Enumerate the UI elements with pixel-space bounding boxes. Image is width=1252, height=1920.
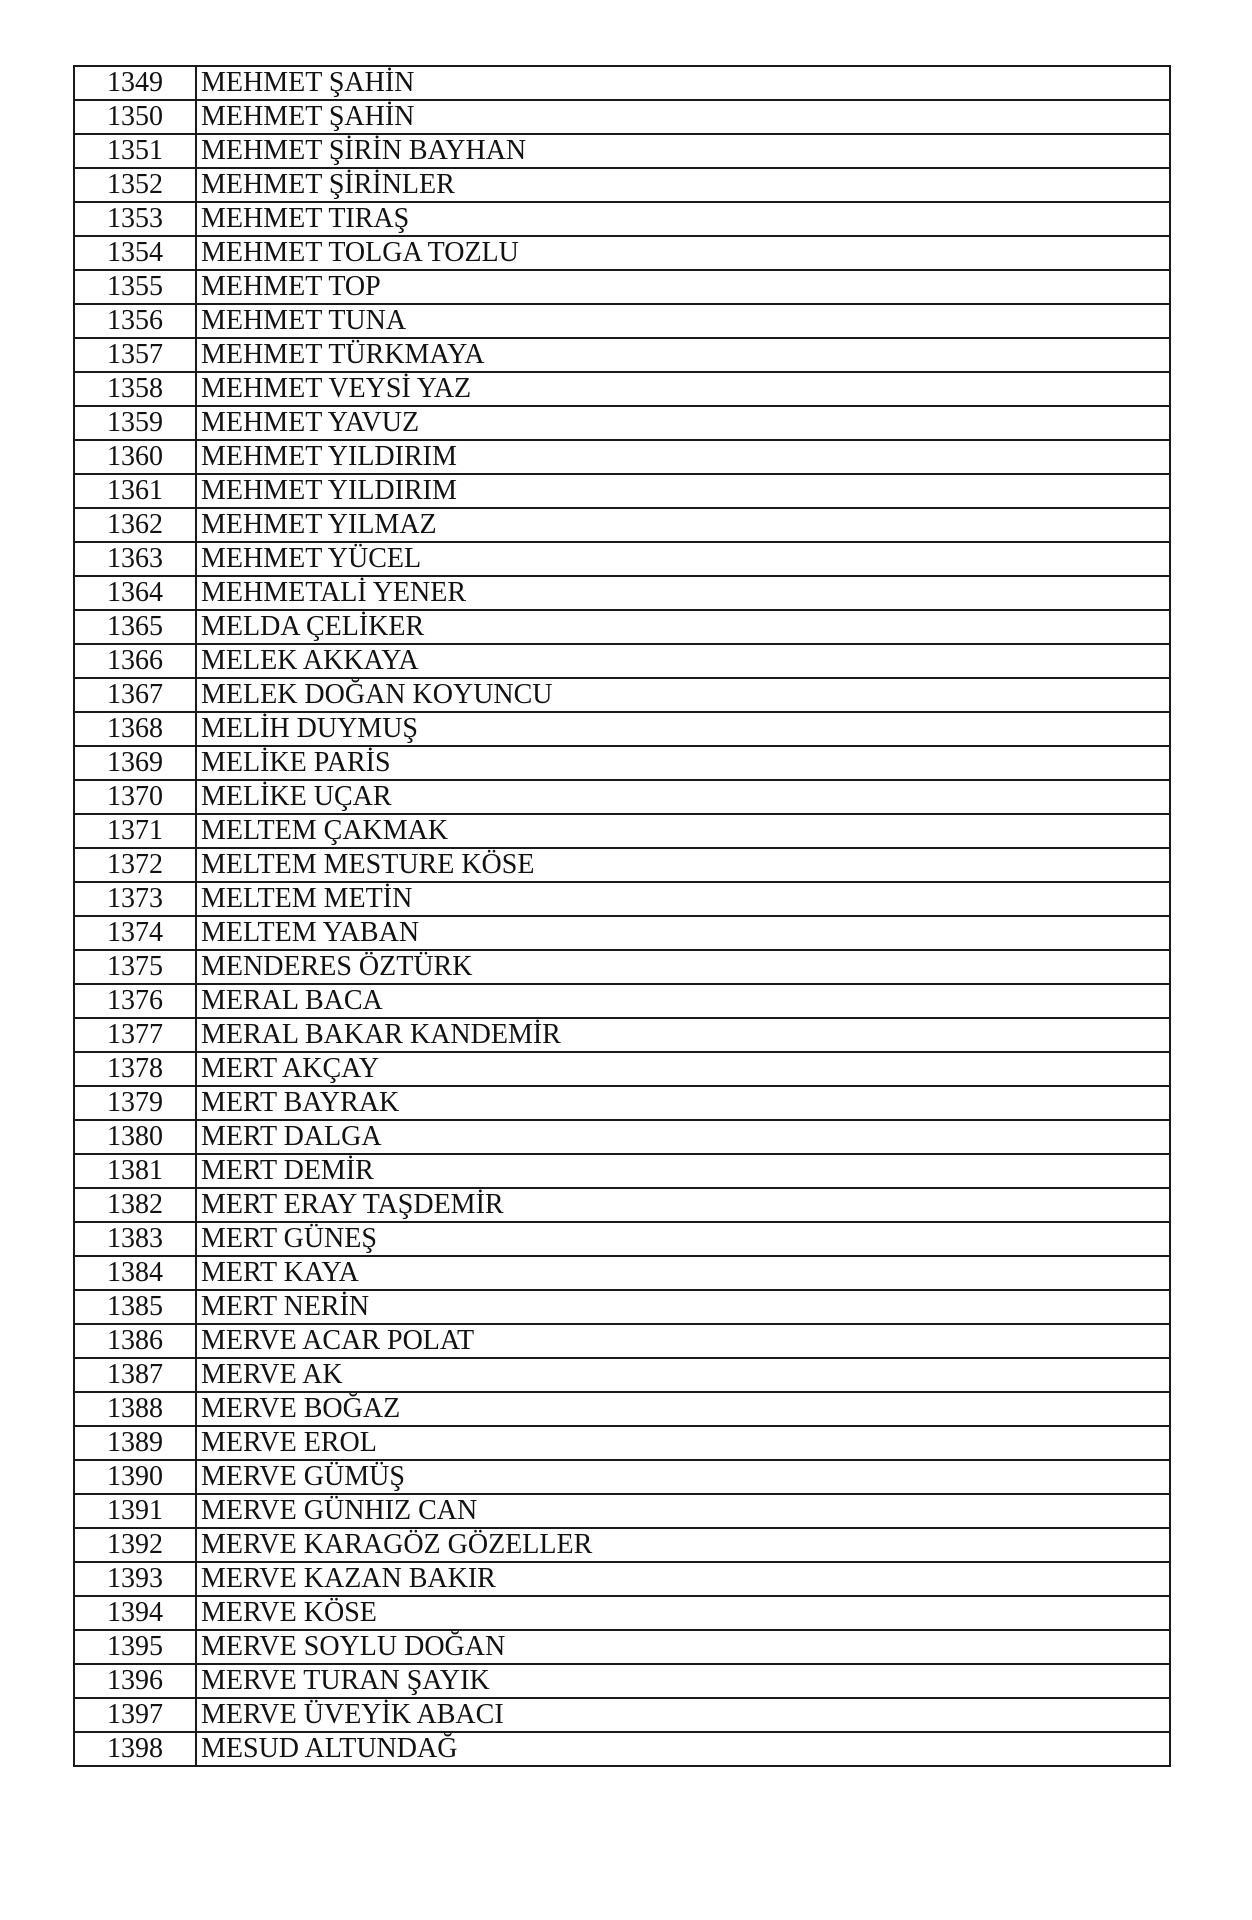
table-row: [74, 1086, 1170, 1120]
person-name-cell: MEHMET YILMAZ: [196, 508, 1170, 542]
person-name-cell: MEHMET TIRAŞ: [196, 202, 1170, 236]
row-number-cell: 1382: [74, 1188, 196, 1222]
row-number-cell: 1367: [74, 678, 196, 712]
person-name-cell: MELTEM ÇAKMAK: [196, 814, 1170, 848]
table-row: [74, 134, 1170, 168]
row-number-cell: 1393: [74, 1562, 196, 1596]
person-name-cell: MERT NERİN: [196, 1290, 1170, 1324]
row-number-cell: 1353: [74, 202, 196, 236]
row-number-cell: 1351: [74, 134, 196, 168]
table-row: [74, 236, 1170, 270]
row-number-cell: 1381: [74, 1154, 196, 1188]
table-row: [74, 1562, 1170, 1596]
table-row: [74, 338, 1170, 372]
row-number-cell: 1379: [74, 1086, 196, 1120]
table-row: [74, 1222, 1170, 1256]
row-number-cell: 1389: [74, 1426, 196, 1460]
table-row: [74, 1154, 1170, 1188]
table-row: [74, 1290, 1170, 1324]
row-number-cell: 1365: [74, 610, 196, 644]
row-number-cell: 1366: [74, 644, 196, 678]
table-row: [74, 1630, 1170, 1664]
person-name-cell: MENDERES ÖZTÜRK: [196, 950, 1170, 984]
person-name-cell: MERVE SOYLU DOĞAN: [196, 1630, 1170, 1664]
row-number-cell: 1370: [74, 780, 196, 814]
table-row: [74, 916, 1170, 950]
table-row: [74, 1018, 1170, 1052]
table-row: [74, 1188, 1170, 1222]
row-number-cell: 1352: [74, 168, 196, 202]
row-number-cell: 1385: [74, 1290, 196, 1324]
person-name-cell: MERT GÜNEŞ: [196, 1222, 1170, 1256]
person-name-cell: MEHMET ŞAHİN: [196, 100, 1170, 134]
person-name-cell: MELİH DUYMUŞ: [196, 712, 1170, 746]
person-name-cell: MEHMET TUNA: [196, 304, 1170, 338]
person-name-cell: MELDA ÇELİKER: [196, 610, 1170, 644]
row-number-cell: 1359: [74, 406, 196, 440]
row-number-cell: 1388: [74, 1392, 196, 1426]
person-name-cell: MERT KAYA: [196, 1256, 1170, 1290]
row-number-cell: 1363: [74, 542, 196, 576]
row-number-cell: 1356: [74, 304, 196, 338]
table-row: [74, 1256, 1170, 1290]
table-row: [74, 1460, 1170, 1494]
table-row: [74, 406, 1170, 440]
table-row: [74, 814, 1170, 848]
name-list-table: [73, 65, 1171, 1767]
person-name-cell: MELTEM MESTURE KÖSE: [196, 848, 1170, 882]
person-name-cell: MEHMETALİ YENER: [196, 576, 1170, 610]
row-number-cell: 1392: [74, 1528, 196, 1562]
table-row: [74, 950, 1170, 984]
table-row: [74, 610, 1170, 644]
row-number-cell: 1390: [74, 1460, 196, 1494]
table-row: [74, 1664, 1170, 1698]
table-row: [74, 780, 1170, 814]
table-row: [74, 1324, 1170, 1358]
row-number-cell: 1383: [74, 1222, 196, 1256]
row-number-cell: 1377: [74, 1018, 196, 1052]
row-number-cell: 1398: [74, 1732, 196, 1766]
row-number-cell: 1376: [74, 984, 196, 1018]
row-number-cell: 1361: [74, 474, 196, 508]
person-name-cell: MELTEM METİN: [196, 882, 1170, 916]
table-row: [74, 984, 1170, 1018]
table-row: [74, 576, 1170, 610]
row-number-cell: 1355: [74, 270, 196, 304]
row-number-cell: 1373: [74, 882, 196, 916]
table-row: [74, 1120, 1170, 1154]
row-number-cell: 1378: [74, 1052, 196, 1086]
table-row: [74, 1698, 1170, 1732]
table-row: [74, 1052, 1170, 1086]
person-name-cell: MERVE KÖSE: [196, 1596, 1170, 1630]
person-name-cell: MELEK AKKAYA: [196, 644, 1170, 678]
person-name-cell: MERVE KARAGÖZ GÖZELLER: [196, 1528, 1170, 1562]
person-name-cell: MERVE ACAR POLAT: [196, 1324, 1170, 1358]
person-name-cell: MEHMET TOP: [196, 270, 1170, 304]
person-name-cell: MEHMET VEYSİ YAZ: [196, 372, 1170, 406]
person-name-cell: MERT DEMİR: [196, 1154, 1170, 1188]
row-number-cell: 1354: [74, 236, 196, 270]
person-name-cell: MERVE TURAN ŞAYIK: [196, 1664, 1170, 1698]
table-row: [74, 678, 1170, 712]
person-name-cell: MEHMET YILDIRIM: [196, 440, 1170, 474]
row-number-cell: 1395: [74, 1630, 196, 1664]
row-number-cell: 1391: [74, 1494, 196, 1528]
person-name-cell: MERVE BOĞAZ: [196, 1392, 1170, 1426]
row-number-cell: 1372: [74, 848, 196, 882]
person-name-cell: MERAL BACA: [196, 984, 1170, 1018]
table-row: [74, 1596, 1170, 1630]
table-row: [74, 1732, 1170, 1766]
row-number-cell: 1358: [74, 372, 196, 406]
table-row: [74, 202, 1170, 236]
row-number-cell: 1349: [74, 66, 196, 100]
name-list-body: [74, 66, 1170, 1766]
person-name-cell: MERVE EROL: [196, 1426, 1170, 1460]
row-number-cell: 1369: [74, 746, 196, 780]
row-number-cell: 1396: [74, 1664, 196, 1698]
table-row: [74, 1358, 1170, 1392]
table-row: [74, 474, 1170, 508]
row-number-cell: 1374: [74, 916, 196, 950]
person-name-cell: MELEK DOĞAN KOYUNCU: [196, 678, 1170, 712]
person-name-cell: MEHMET YAVUZ: [196, 406, 1170, 440]
row-number-cell: 1364: [74, 576, 196, 610]
person-name-cell: MERVE KAZAN BAKIR: [196, 1562, 1170, 1596]
person-name-cell: MERVE GÜNHIZ CAN: [196, 1494, 1170, 1528]
row-number-cell: 1371: [74, 814, 196, 848]
person-name-cell: MEHMET YILDIRIM: [196, 474, 1170, 508]
table-row: [74, 644, 1170, 678]
person-name-cell: MEHMET ŞİRİN BAYHAN: [196, 134, 1170, 168]
row-number-cell: 1394: [74, 1596, 196, 1630]
person-name-cell: MEHMET TÜRKMAYA: [196, 338, 1170, 372]
table-row: [74, 508, 1170, 542]
table-row: [74, 1392, 1170, 1426]
table-row: [74, 304, 1170, 338]
person-name-cell: MERT BAYRAK: [196, 1086, 1170, 1120]
person-name-cell: MERT ERAY TAŞDEMİR: [196, 1188, 1170, 1222]
table-row: [74, 712, 1170, 746]
row-number-cell: 1350: [74, 100, 196, 134]
row-number-cell: 1384: [74, 1256, 196, 1290]
row-number-cell: 1357: [74, 338, 196, 372]
table-row: [74, 1426, 1170, 1460]
person-name-cell: MEHMET YÜCEL: [196, 542, 1170, 576]
person-name-cell: MERVE AK: [196, 1358, 1170, 1392]
row-number-cell: 1380: [74, 1120, 196, 1154]
table-row: [74, 1494, 1170, 1528]
person-name-cell: MEHMET ŞAHİN: [196, 66, 1170, 100]
table-row: [74, 168, 1170, 202]
person-name-cell: MEHMET ŞİRİNLER: [196, 168, 1170, 202]
person-name-cell: MELİKE PARİS: [196, 746, 1170, 780]
person-name-cell: MESUD ALTUNDAĞ: [196, 1732, 1170, 1766]
row-number-cell: 1397: [74, 1698, 196, 1732]
row-number-cell: 1362: [74, 508, 196, 542]
person-name-cell: MERAL BAKAR KANDEMİR: [196, 1018, 1170, 1052]
table-row: [74, 542, 1170, 576]
person-name-cell: MELTEM YABAN: [196, 916, 1170, 950]
person-name-cell: MERVE GÜMÜŞ: [196, 1460, 1170, 1494]
table-row: [74, 270, 1170, 304]
table-row: [74, 100, 1170, 134]
table-row: [74, 372, 1170, 406]
row-number-cell: 1375: [74, 950, 196, 984]
row-number-cell: 1360: [74, 440, 196, 474]
row-number-cell: 1386: [74, 1324, 196, 1358]
row-number-cell: 1368: [74, 712, 196, 746]
table-row: [74, 440, 1170, 474]
table-row: [74, 848, 1170, 882]
person-name-cell: MERT DALGA: [196, 1120, 1170, 1154]
person-name-cell: MELİKE UÇAR: [196, 780, 1170, 814]
table-row: [74, 66, 1170, 100]
row-number-cell: 1387: [74, 1358, 196, 1392]
table-row: [74, 1528, 1170, 1562]
table-row: [74, 746, 1170, 780]
table-row: [74, 882, 1170, 916]
person-name-cell: MERVE ÜVEYİK ABACI: [196, 1698, 1170, 1732]
person-name-cell: MERT AKÇAY: [196, 1052, 1170, 1086]
person-name-cell: MEHMET TOLGA TOZLU: [196, 236, 1170, 270]
